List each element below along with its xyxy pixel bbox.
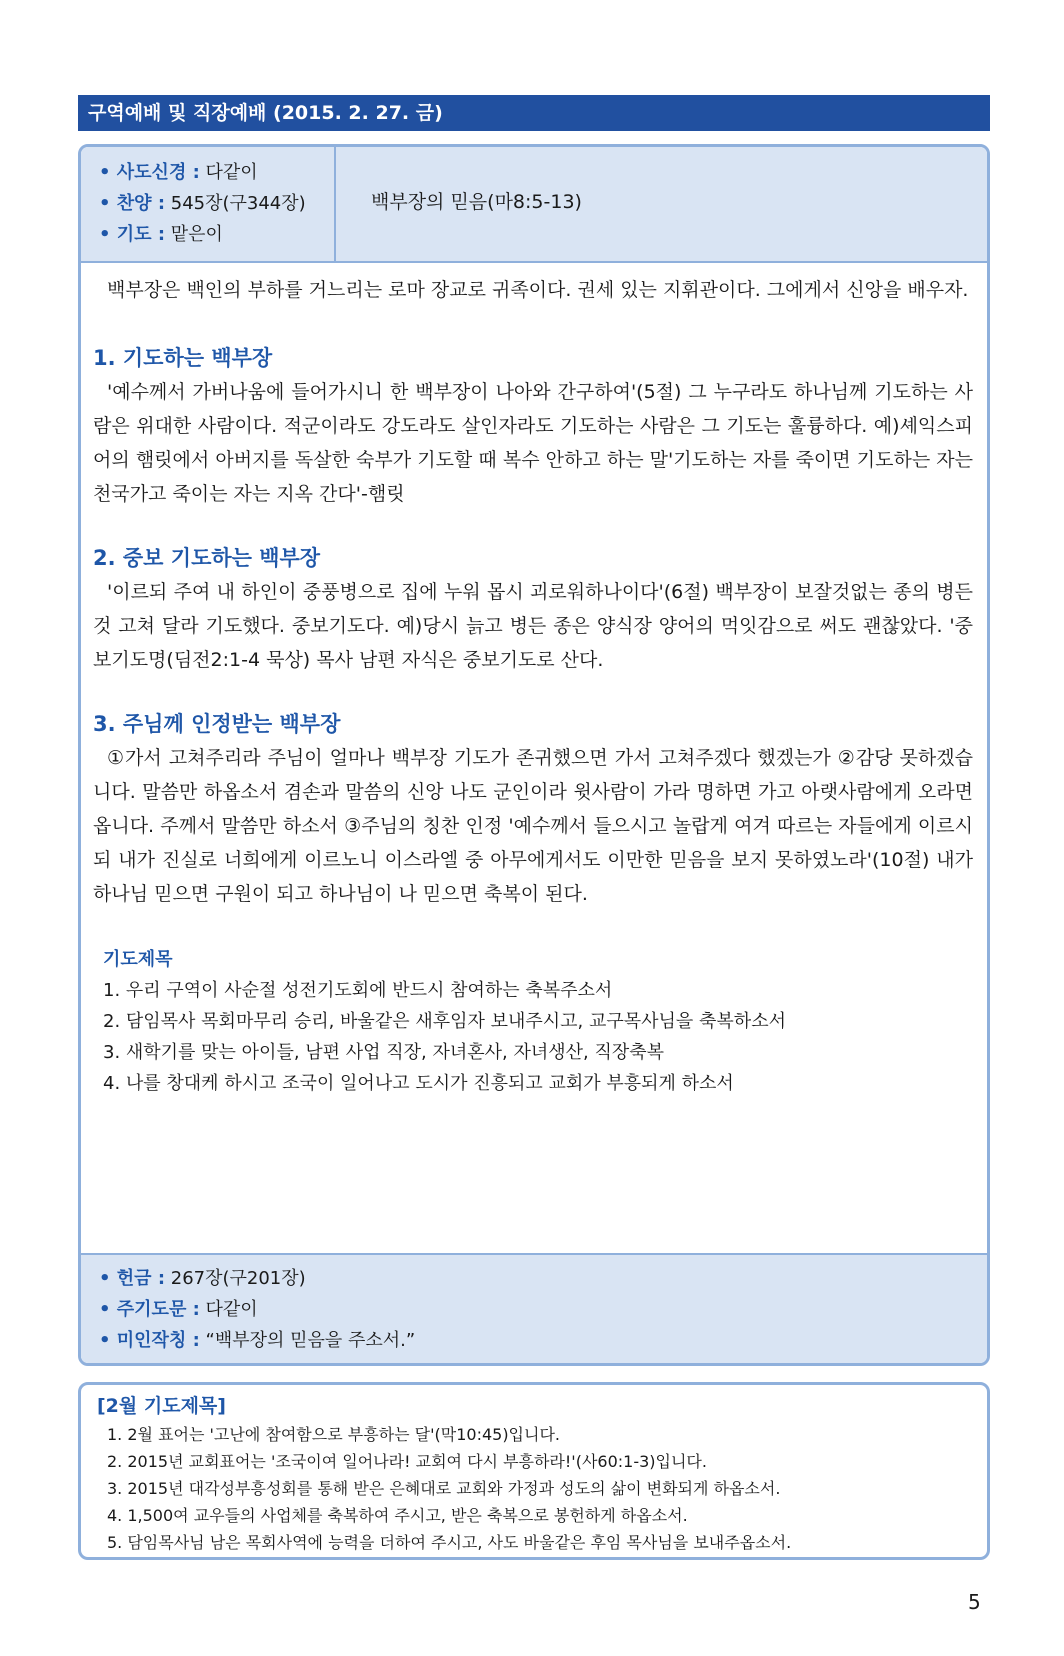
february-prayer-item: 3. 2015년 대각성부흥성회를 통해 받은 은혜대로 교회와 가정과 성도의 삶이 변화되게 하옵소서.	[107, 1479, 781, 1498]
sermon-body	[93, 273, 973, 1099]
section-3-text: ①가서 고쳐주리라 주님이 얼마나 백부장 기도가 존귀했으면 가서 고쳐주겠다 했겠는가 ②감당 못하겠습니다. 말씀만 하옵소서 겸손과 말씀의 신앙 나도 군인이라 윗사람이 가라 명하면 가고 아랫사람에게 오라면 옵니다. 주께서 말씀만 하소서 ③주님의 칭찬 인정 '예수께서 들으시고 놀랍게 여겨 따르는 자들에게 이르시되 내가 진실로 너희에게 이르노니 이스라엘 중 아무에게서도 이만한 믿음을 보지 못하였노라'(10절) 내가 하나님 믿으면 구원이 되고 하나님이 나 믿으면 축복이 된다.	[93, 747, 973, 905]
service-title: 구역예배 및 직장예배 (2015. 2. 27. 금)	[88, 102, 443, 124]
order-item-prayer	[99, 219, 334, 250]
closing-item-offering	[99, 1263, 987, 1294]
closing-label: 미인작칭 :	[116, 1330, 200, 1351]
bullet-icon: •	[99, 162, 117, 183]
page-number: 5	[968, 1590, 981, 1614]
prayer-item: 2. 담임목사 목회마무리 승리, 바울같은 새후임자 보내주시고, 교구목사님을 축복하소서	[103, 1011, 786, 1032]
bullet-icon: •	[99, 1299, 117, 1320]
closing-item-declaration	[99, 1325, 987, 1356]
order-item-hymn	[99, 188, 334, 219]
closing-label: 헌금 :	[116, 1268, 166, 1289]
closing-order	[81, 1253, 987, 1363]
prayer-item: 1. 우리 구역이 사순절 성전기도회에 반드시 참여하는 축복주소서	[103, 980, 613, 1001]
section-1-text: '예수께서 가버나움에 들어가시니 한 백부장이 나아와 간구하여'(5절) 그 누구라도 하나님께 기도하는 사람은 위대한 사람이다. 적군이라도 강도라도 살인자라도 기도하는 사람은 그 기도는 훌륭하다. 예)셰익스피어의 햄릿에서 아버지를 독살한 숙부가 기도할 때 복수 안하고 하는 말'기도하는 자를 죽이면 기도하는 자는 천국가고 죽이는 자는 지옥 간다'-햄릿	[93, 381, 973, 505]
opening-order	[81, 147, 987, 263]
february-prayer-title: [2월 기도제목]	[97, 1395, 226, 1417]
order-label: 찬양 :	[116, 193, 166, 214]
bullet-icon: •	[99, 224, 117, 245]
february-prayer-item: 5. 담임목사님 남은 목회사역에 능력을 더하여 주시고, 사도 바울같은 후임 목사님을 보내주옵소서.	[107, 1533, 792, 1552]
section-2-text: '이르되 주여 내 하인이 중풍병으로 집에 누워 몹시 괴로워하나이다'(6절) 백부장이 보잘것없는 종의 병든 것 고쳐 달라 기도했다. 중보기도다. 예)당시 늙고 병든 종은 양식장 양어의 먹잇감으로 써도 괜찮았다. '중보기도명(딤전2:1-4 묵상) 목사 남편 자식은 중보기도로 산다.	[93, 581, 973, 671]
service-title-bar	[78, 95, 990, 131]
bullet-icon: •	[99, 1268, 117, 1289]
bullet-icon: •	[99, 1330, 117, 1351]
opening-order-list	[81, 147, 336, 261]
order-value: 맡은이	[165, 224, 223, 245]
order-item-creed	[99, 157, 334, 188]
section-3-title: 3. 주님께 인정받는 백부장	[93, 712, 341, 736]
order-value: 545장(구344장)	[165, 193, 306, 214]
closing-value: “백부장의 믿음을 주소서.”	[199, 1330, 416, 1351]
section-1-title: 1. 기도하는 백부장	[93, 346, 273, 370]
closing-value: 다같이	[199, 1299, 258, 1320]
scripture-reference: 백부장의 믿음(마8:5-13)	[371, 191, 582, 213]
february-prayer-item: 2. 2015년 교회표어는 '조국이여 일어나라! 교회여 다시 부흥하라!'(사60:1-3)입니다.	[107, 1452, 707, 1471]
section-2-title: 2. 중보 기도하는 백부장	[93, 546, 321, 570]
closing-item-lords-prayer	[99, 1294, 987, 1325]
closing-label: 주기도문 :	[116, 1299, 200, 1320]
prayer-topics-title: 기도제목	[103, 949, 173, 970]
february-prayer-box	[78, 1382, 990, 1560]
prayer-item: 3. 새학기를 맞는 아이들, 남편 사업 직장, 자녀혼사, 자녀생산, 직장축복	[103, 1042, 665, 1063]
order-label: 기도 :	[116, 224, 166, 245]
intro-paragraph: 백부장은 백인의 부하를 거느리는 로마 장교로 귀족이다. 권세 있는 지휘관이다. 그에게서 신앙을 배우자.	[107, 279, 969, 301]
worship-order-box	[78, 144, 990, 1366]
february-prayer-item: 4. 1,500여 교우들의 사업체를 축복하여 주시고, 받은 축복으로 봉헌하게 하옵소서.	[107, 1506, 688, 1525]
order-value: 다같이	[199, 162, 258, 183]
prayer-item: 4. 나를 창대케 하시고 조국이 일어나고 도시가 진흥되고 교회가 부흥되게 하소서	[103, 1073, 734, 1094]
order-label: 사도신경 :	[116, 162, 200, 183]
bullet-icon: •	[99, 193, 117, 214]
closing-value: 267장(구201장)	[165, 1268, 306, 1289]
february-prayer-item: 1. 2월 표어는 '고난에 참여함으로 부흥하는 달'(막10:45)입니다.	[107, 1425, 561, 1444]
